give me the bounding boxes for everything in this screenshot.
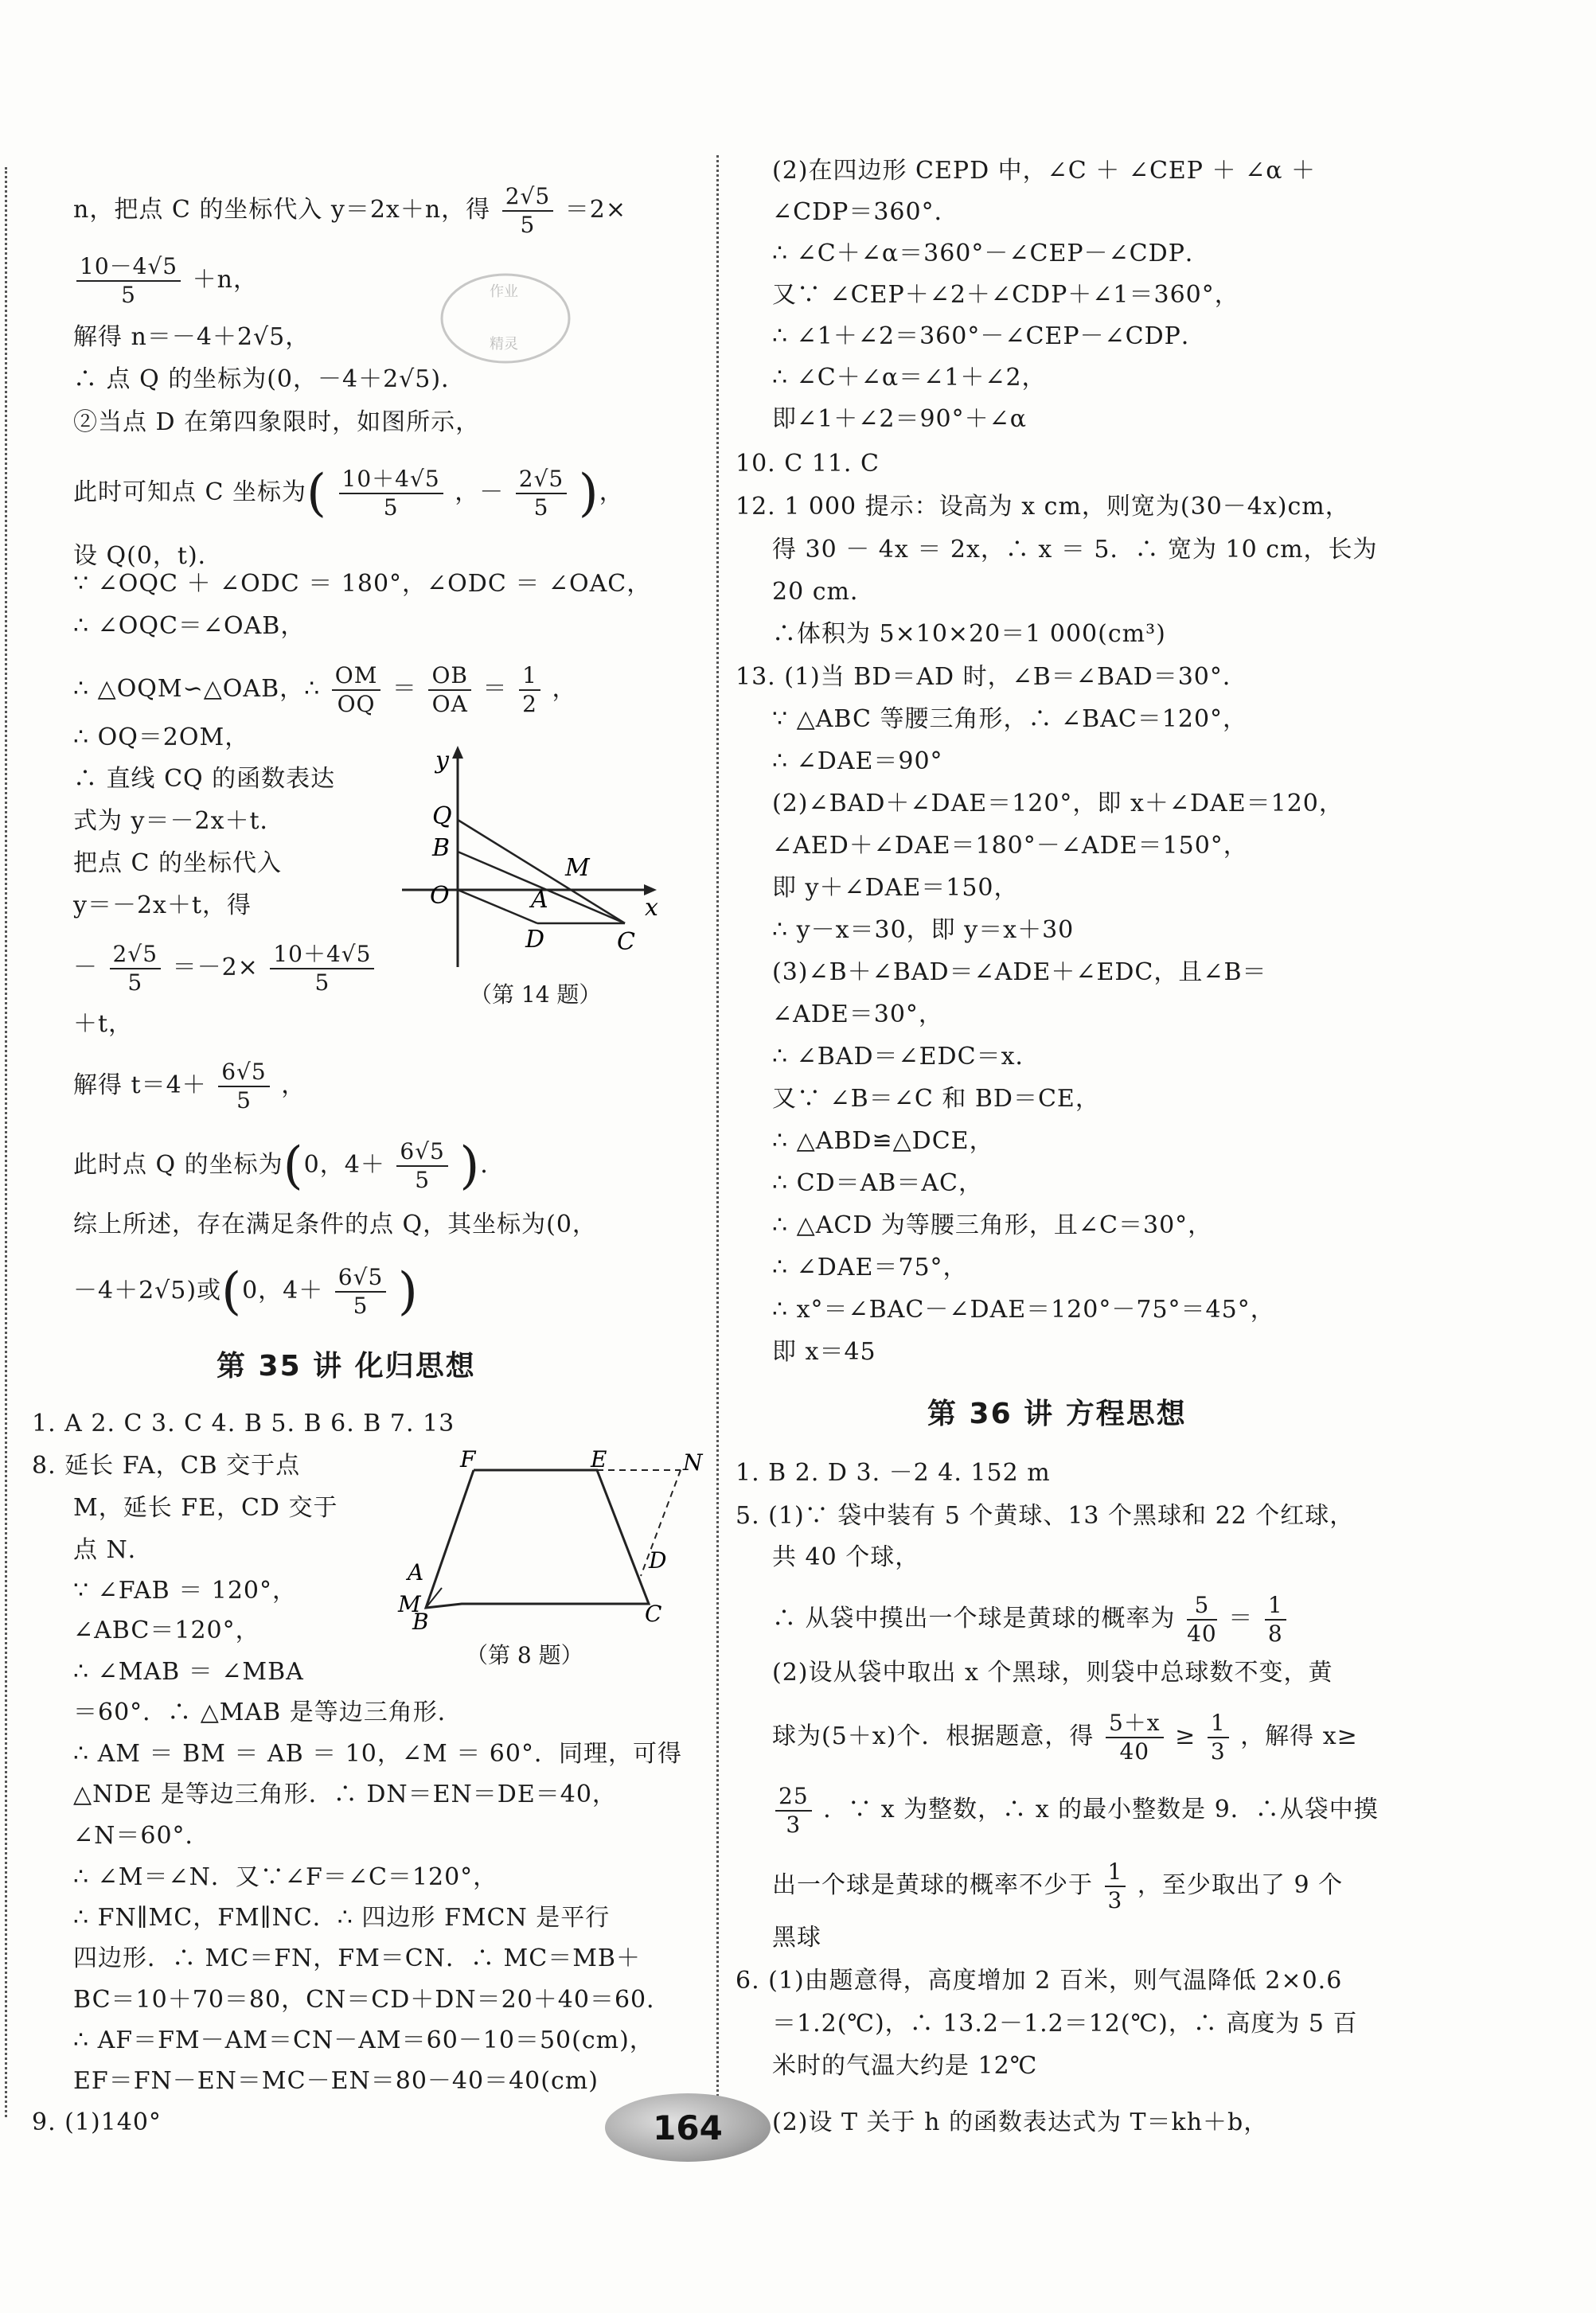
answers-line: 10. C 11. C [736, 450, 880, 478]
lecture-35-title: 第 35 讲 化归思想 [217, 1350, 476, 1383]
fraction: $\frac{10+4√5}{5}$ [339, 466, 443, 521]
text-line: 又∵ ∠B＝∠C 和 BD＝CE， [772, 1085, 1100, 1113]
text-line: ∠AED＋∠DAE＝180°－∠ADE＝150°， [772, 832, 1248, 860]
label-x: x [645, 894, 658, 922]
text-line: ∠CDP＝360°． [772, 198, 959, 226]
text-line: (2)设从袋中取出 x 个黑球，则袋中总球数不变，黄 [772, 1659, 1333, 1687]
text-line: ∴ ∠DAE＝90° [772, 747, 943, 775]
page-number-badge [605, 2093, 771, 2162]
text-line: ∠ADE＝30°， [772, 1000, 943, 1028]
fraction: $\frac{10+4√5}{5}$ [270, 941, 374, 997]
figure-14-caption: （第 14 题） [470, 981, 602, 1008]
text-line: (2)在四边形 CEPD 中，∠C ＋ ∠CEP ＋ ∠α ＋ [772, 157, 1317, 185]
fraction: $\frac{5+x}{40}$ [1106, 1710, 1164, 1765]
label-y: y [435, 747, 449, 774]
fraction: $\frac{1}{8}$ [1265, 1592, 1286, 1648]
text-line: M，延长 FE，CD 交于 [73, 1494, 338, 1522]
text-line: ∴ 从袋中摸出一个球是黄球的概率为 $\frac{5}{40}$ ＝ $\frac{1}{8}$ [772, 1592, 1290, 1648]
fraction: $\frac{1}{3}$ [1105, 1859, 1126, 1914]
text-line: 四边形．∴ MC＝FN，FM＝CN．∴ MC＝MB＋ [73, 1944, 641, 1972]
figure-14-diagram [394, 744, 681, 975]
text-line: ∴ ∠OQC＝∠OAB， [73, 612, 306, 640]
text-line: ∴ FN∥MC，FM∥NC．∴ 四边形 FMCN 是平行 [73, 1904, 611, 1932]
fraction: $\frac{6√5}{5}$ [335, 1264, 386, 1320]
text-line: ∴ 直线 CQ 的函数表达 [73, 765, 336, 793]
text-line: ∵ ∠OQC ＋ ∠ODC ＝ 180°，∠ODC ＝ ∠OAC， [73, 570, 652, 598]
text-line: (2)设 T 关于 h 的函数表达式为 T＝kh＋b， [772, 2108, 1269, 2136]
text-line: 13. (1)当 BD＝AD 时，∠B＝∠BAD＝30°． [736, 663, 1247, 691]
label-o: O [430, 882, 450, 910]
text-line: 球为(5＋x)个．根据题意，得 $\frac{5+x}{40}$ ≥ $\frac{1}{3}$ ，解得 x≥ [772, 1710, 1358, 1765]
answers-line: 1. A 2. C 3. C 4. B 5. B 6. B 7. 13 [32, 1410, 455, 1437]
text-line: 出一个球是黄球的概率不少于 $\frac{1}{3}$ ，至少取出了 9 个 [772, 1859, 1344, 1913]
text-line: 黑球 [772, 1924, 821, 1952]
text-line: 得 30 － 4x ＝ 2x，∴ x ＝ 5．∴ 宽为 10 cm，长为 [772, 536, 1378, 564]
text-line: ∴ ∠C＋∠α＝∠1＋∠2， [772, 364, 1047, 392]
text-line: ②当点 D 在第四象限时，如图所示， [73, 408, 481, 436]
text-line: BC＝10＋70＝80，CN＝CD＋DN＝20＋40＝60． [73, 1986, 672, 2014]
text-line: ∴ AF＝FM－AM＝CN－AM＝60－10＝50(cm)， [73, 2026, 654, 2054]
fraction: $\frac{25}{3}$ [775, 1783, 812, 1839]
text-line: EF＝FN－EN＝MC－EN＝80－40＝40(cm) [73, 2067, 599, 2095]
text-line: 此时点 Q 的坐标为(0，4＋ $\frac{6√5}{5}$ )． [73, 1137, 505, 1196]
text-line: ∴ ∠C＋∠α＝360°－∠CEP－∠CDP． [772, 240, 1210, 267]
text-line: ∴ 点 Q 的坐标为(0，－4＋2√5)． [73, 365, 466, 393]
label-b: B [432, 834, 451, 862]
text-line: ∴ ∠MAB ＝ ∠MBA [73, 1658, 304, 1686]
text-line: ∴ △OQM∽△OAB，∴ $\frac{OM}{OQ}$ ＝ $\frac{OB}{OA}$ ＝ $\frac{1}{2}$ ， [73, 662, 577, 717]
text-line: 9. (1)140° [32, 2108, 162, 2136]
text-line: ∵ △ABC 等腰三角形，∴ ∠BAC＝120°， [772, 705, 1248, 733]
text-line: ∴ x°＝∠BAC－∠DAE＝120°－75°＝45°， [772, 1296, 1275, 1324]
text-line: 5. (1)∵ 袋中装有 5 个黄球、13 个黑球和 22 个红球， [736, 1502, 1355, 1530]
text-line: 把点 C 的坐标代入 [73, 849, 283, 877]
text-line: 此时可知点 C 坐标为( $\frac{10+4√5}{5}$ ，－ $\frac{2√5}{5}$ )， [73, 464, 624, 523]
fraction: $\frac{OB}{OA}$ [428, 662, 471, 718]
text-line: ∴ △ACD 为等腰三角形，且∠C＝30°， [772, 1211, 1213, 1239]
label-q: Q [432, 802, 452, 830]
text-line: 12. 1 000 提示：设高为 x cm，则宽为(30－4x)cm， [736, 493, 1350, 521]
text-line: 设 Q(0，t)． [73, 542, 223, 570]
text-line: ∴ ∠BAD＝∠EDC＝x． [772, 1043, 1040, 1071]
text-line: 解得 n＝－4＋2√5， [73, 323, 310, 351]
text-line: ∴ OQ＝2OM， [73, 724, 250, 751]
label-e: E [591, 1446, 607, 1472]
text-line: (3)∠B＋∠BAD＝∠ADE＋∠EDC，且∠B＝ [772, 958, 1267, 986]
hexagon-shape [426, 1470, 649, 1608]
text-line: 即 y＋∠DAE＝150， [772, 874, 1019, 902]
text-line: △NDE 是等边三角形．∴ DN＝EN＝DE＝40， [73, 1781, 617, 1808]
text-line: －4＋2√5)或(0，4＋ $\frac{6√5}{5}$ ) [73, 1262, 419, 1321]
fraction: $\frac{1}{2}$ [519, 662, 540, 718]
text-line: ＝1.2(℃)，∴ 13.2－1.2＝12(℃)，∴ 高度为 5 百 [772, 2010, 1358, 2038]
figure-8-diagram [366, 1446, 703, 1644]
text-line: ＝60°．∴ △MAB 是等边三角形． [73, 1699, 462, 1726]
lecture-36-title: 第 36 讲 方程思想 [927, 1398, 1187, 1430]
fraction: $\frac{6√5}{5}$ [396, 1138, 447, 1194]
fraction: $\frac{2√5}{5}$ [110, 941, 161, 997]
watermark-stamp: 作业 精灵 [434, 263, 577, 374]
text-line: 点 N． [73, 1536, 153, 1564]
text-line: 6. (1)由题意得，高度增加 2 百米，则气温降低 2×0.6 [736, 1967, 1343, 1995]
text-line: (2)∠BAD＋∠DAE＝120°，即 x＋∠DAE＝120， [772, 790, 1344, 817]
text-line: ∵ ∠FAB ＝ 120°， [73, 1577, 298, 1605]
figure-8-caption: （第 8 题） [466, 1642, 583, 1668]
label-c: C [645, 1601, 662, 1627]
label-b: B [412, 1609, 429, 1635]
text-line: 即∠1＋∠2＝90°＋∠α [772, 405, 1028, 433]
label-m: M [398, 1591, 421, 1617]
text-line: 20 cm． [772, 578, 875, 606]
text-line: 米时的气温大约是 12℃ [772, 2052, 1038, 2080]
text-line: ∠N＝60°． [73, 1822, 210, 1850]
text-line: ∴ AM ＝ BM ＝ AB ＝ 10，∠M ＝ 60°．同理，可得 [73, 1740, 682, 1768]
y-axis-arrow [452, 746, 463, 759]
label-a: A [408, 1559, 424, 1586]
left-margin-dotted-line [5, 167, 7, 2117]
answers-line: 1. B 2. D 3. －2 4. 152 m [736, 1459, 1051, 1487]
label-d: D [649, 1547, 667, 1574]
fraction: $\frac{6√5}{5}$ [218, 1059, 269, 1114]
fraction: $\frac{2√5}{5}$ [502, 183, 553, 239]
text-line: n，把点 C 的坐标代入 y＝2x＋n，得 $\frac{2√5}{5}$ ＝2× [73, 183, 626, 238]
text-line: ∴ ∠M＝∠N．又∵∠F＝∠C＝120°， [73, 1863, 498, 1891]
text-line: 又∵ ∠CEP＋∠2＋∠CDP＋∠1＝360°， [772, 281, 1239, 309]
fraction: $\frac{OM}{OQ}$ [332, 662, 381, 718]
text-line: 8. 延长 FA，CB 交于点 [32, 1452, 301, 1480]
text-line: ∴ y－x＝30，即 y＝x＋30 [772, 916, 1075, 944]
label-f: F [460, 1446, 476, 1472]
text-line: 共 40 个球， [772, 1543, 920, 1571]
label-m: M [565, 854, 590, 882]
text-line: ∠ABC＝120°， [73, 1617, 260, 1644]
label-c: C [617, 928, 635, 956]
line-od [458, 890, 537, 923]
text-line: y＝－2x＋t，得 [73, 891, 252, 919]
text-line: 解得 t＝4＋ $\frac{6√5}{5}$ ， [73, 1059, 306, 1114]
label-n: N [683, 1449, 703, 1476]
text-line: $\frac{10-4√5}{5}$ ＋n， [73, 253, 258, 309]
text-line: － $\frac{2√5}{5}$ ＝－2× $\frac{10+4√5}{5}$ [73, 941, 377, 997]
text-line: ＋t， [73, 1010, 134, 1038]
text-line: ∴ ∠1＋∠2＝360°－∠CEP－∠CDP． [772, 322, 1206, 350]
label-a: A [531, 886, 548, 914]
text-line: ∴ △ABD≌△DCE， [772, 1127, 994, 1155]
text-line: 式为 y＝－2x＋t． [73, 807, 285, 835]
text-line: ∴ CD＝AB＝AC， [772, 1169, 983, 1197]
fraction: $\frac{2√5}{5}$ [516, 466, 567, 521]
fraction: $\frac{1}{3}$ [1208, 1710, 1229, 1765]
label-d: D [525, 926, 545, 954]
text-line: ∴体积为 5×10×20＝1 000(cm³) [772, 620, 1166, 648]
page-number: 164 [653, 2108, 723, 2147]
fraction: $\frac{5}{40}$ [1187, 1592, 1217, 1647]
column-divider [716, 155, 719, 2125]
text-line: $\frac{25}{3}$ ．∵ x 为整数，∴ x 的最小整数是 9．∴从袋中摸 [772, 1783, 1379, 1839]
text-line: 综上所述，存在满足条件的点 Q，其坐标为(0， [73, 1211, 597, 1238]
fraction: $\frac{10-4√5}{5}$ [76, 253, 181, 309]
text-line: ∴ ∠DAE＝75°， [772, 1254, 968, 1281]
text-line: 即 x＝45 [772, 1338, 876, 1366]
